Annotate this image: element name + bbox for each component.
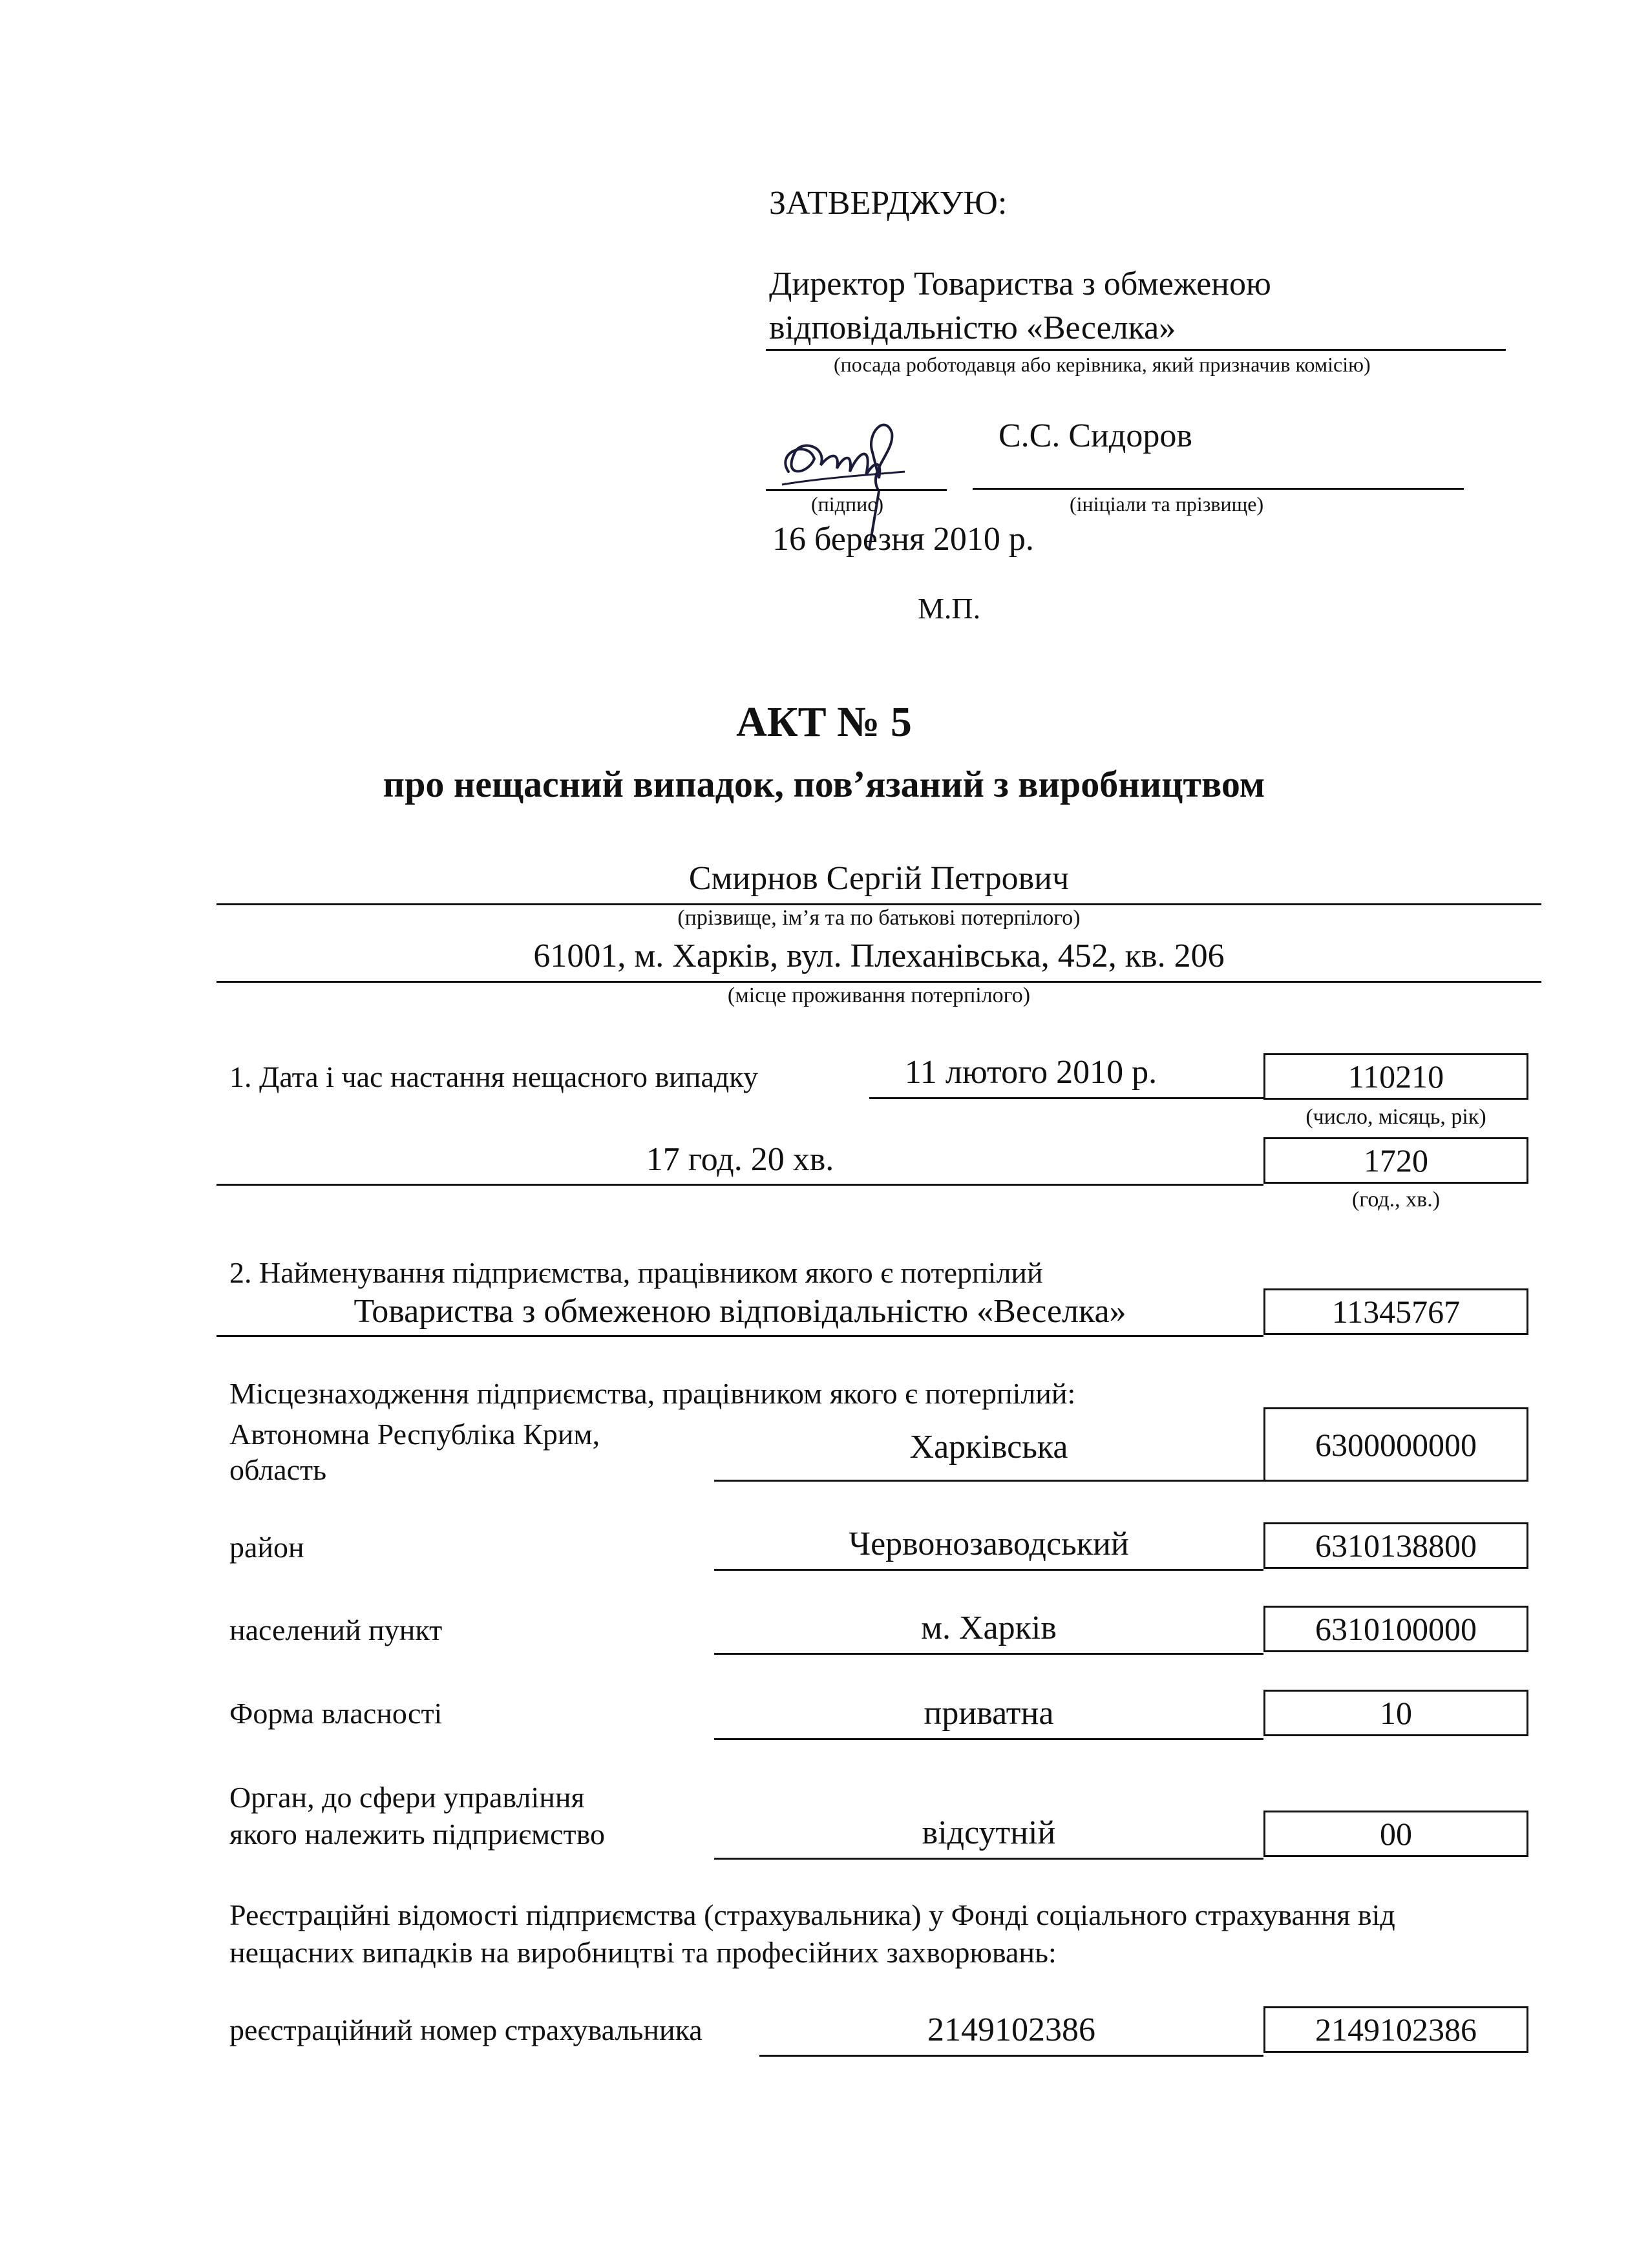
signature-underline — [766, 489, 947, 491]
registration-text-line1: Реєстраційні відомості підприємства (страхувальника) у Фонді соціального страхування від — [229, 1898, 1395, 1931]
settlement-label: населений пункт — [229, 1613, 443, 1646]
ownership-code: 10 — [1380, 1695, 1412, 1731]
location-heading: Місцезнаходження підприємства, працівником якого є потерпілий: — [229, 1377, 1076, 1410]
insurer-code-box — [1263, 2006, 1528, 2053]
enterprise-code-box — [1263, 1288, 1528, 1335]
signature-caption: (підпис) — [811, 492, 884, 516]
section1-label: 1. Дата і час настання нещасного випадку — [229, 1060, 758, 1093]
ownership-underline — [714, 1738, 1263, 1740]
authority-code: 00 — [1380, 1816, 1412, 1852]
victim-address: 61001, м. Харків, вул. Плеханівська, 452, кв. 206 — [533, 938, 1225, 974]
victim-name-underline — [217, 903, 1541, 905]
victim-address-underline — [217, 981, 1541, 983]
incident-date-code-box — [1263, 1053, 1528, 1100]
incident-time-code: 1720 — [1364, 1142, 1428, 1179]
incident-time-caption: (год., хв.) — [1351, 1188, 1441, 1212]
incident-date-caption: (число, місяць, рік) — [1305, 1105, 1486, 1129]
region-label-line1: Автономна Республіка Крим, — [229, 1418, 600, 1451]
region-label-line2: область — [229, 1453, 327, 1486]
incident-time: 17 год. 20 хв. — [646, 1141, 834, 1178]
incident-date-underline — [869, 1097, 1263, 1099]
settlement-code-box — [1263, 1606, 1528, 1652]
region-underline — [714, 1480, 1263, 1482]
authority-value: відсутній — [922, 1814, 1056, 1851]
stamp-place: М.П. — [918, 592, 981, 625]
insurer-value: 2149102386 — [927, 2011, 1095, 2048]
approval-position-line2: відповідальністю «Веселка» — [769, 310, 1176, 346]
district-underline — [714, 1569, 1263, 1571]
section2-label: 2. Найменування підприємства, працівником якого є потерпілий — [229, 1256, 1043, 1289]
authority-code-box — [1263, 1811, 1528, 1857]
registration-text-line2: нещасних випадків на виробництві та професійних захворювань: — [229, 1936, 1057, 1969]
district-code-box — [1263, 1522, 1528, 1569]
region-value: Харківська — [909, 1429, 1068, 1465]
insurer-code: 2149102386 — [1315, 2011, 1477, 2048]
incident-time-underline — [217, 1184, 1263, 1186]
authority-label-line2: якого належить підприємство — [229, 1818, 605, 1851]
region-code: 6300000000 — [1315, 1426, 1477, 1463]
enterprise-name-underline — [217, 1335, 1263, 1337]
approver-name-underline — [973, 488, 1464, 490]
authority-label-line1: Орган, до сфери управління — [229, 1781, 585, 1814]
district-code: 6310138800 — [1315, 1528, 1477, 1564]
insurer-underline — [759, 2055, 1263, 2057]
enterprise-code: 11345767 — [1331, 1294, 1461, 1330]
approver-name: С.С. Сидоров — [998, 417, 1192, 454]
victim-name: Смирнов Сергій Петрович — [688, 860, 1070, 897]
act-subtitle: про нещасний випадок, пов’язаний з виробництвом — [383, 763, 1265, 805]
act-title: АКТ № 5 — [736, 698, 912, 746]
district-value: Червонозаводський — [849, 1526, 1129, 1562]
ownership-code-box — [1263, 1690, 1528, 1736]
insurer-label: реєстраційний номер страхувальника — [229, 2013, 703, 2046]
district-label: район — [229, 1531, 304, 1564]
incident-date-code: 110210 — [1347, 1058, 1444, 1095]
approval-position-line1: Директор Товариства з обмеженою — [769, 266, 1271, 302]
approval-heading: ЗАТВЕРДЖУЮ: — [769, 185, 1008, 222]
settlement-value: м. Харків — [921, 1610, 1057, 1646]
authority-underline — [714, 1858, 1263, 1860]
approval-position-underline — [766, 349, 1506, 351]
incident-date: 11 лютого 2010 р. — [904, 1054, 1157, 1091]
region-code-box — [1263, 1407, 1528, 1482]
victim-address-caption: (місце проживання потерпілого) — [727, 983, 1031, 1007]
incident-time-code-box — [1263, 1137, 1528, 1184]
ownership-label: Форма власності — [229, 1697, 443, 1730]
enterprise-name: Товариства з обмеженою відповідальністю «Веселка» — [354, 1293, 1126, 1330]
approval-position-caption: (посада роботодавця або керівника, який призначив комісію) — [834, 353, 1371, 376]
ownership-value: приватна — [924, 1695, 1054, 1732]
victim-name-caption: (прізвище, ім’я та по батькові потерпілого) — [677, 906, 1081, 930]
approver-name-caption: (ініціали та прізвище) — [1070, 492, 1264, 516]
settlement-code: 6310100000 — [1315, 1611, 1477, 1647]
settlement-underline — [714, 1653, 1263, 1655]
approval-date: 16 березня 2010 р. — [772, 521, 1034, 558]
